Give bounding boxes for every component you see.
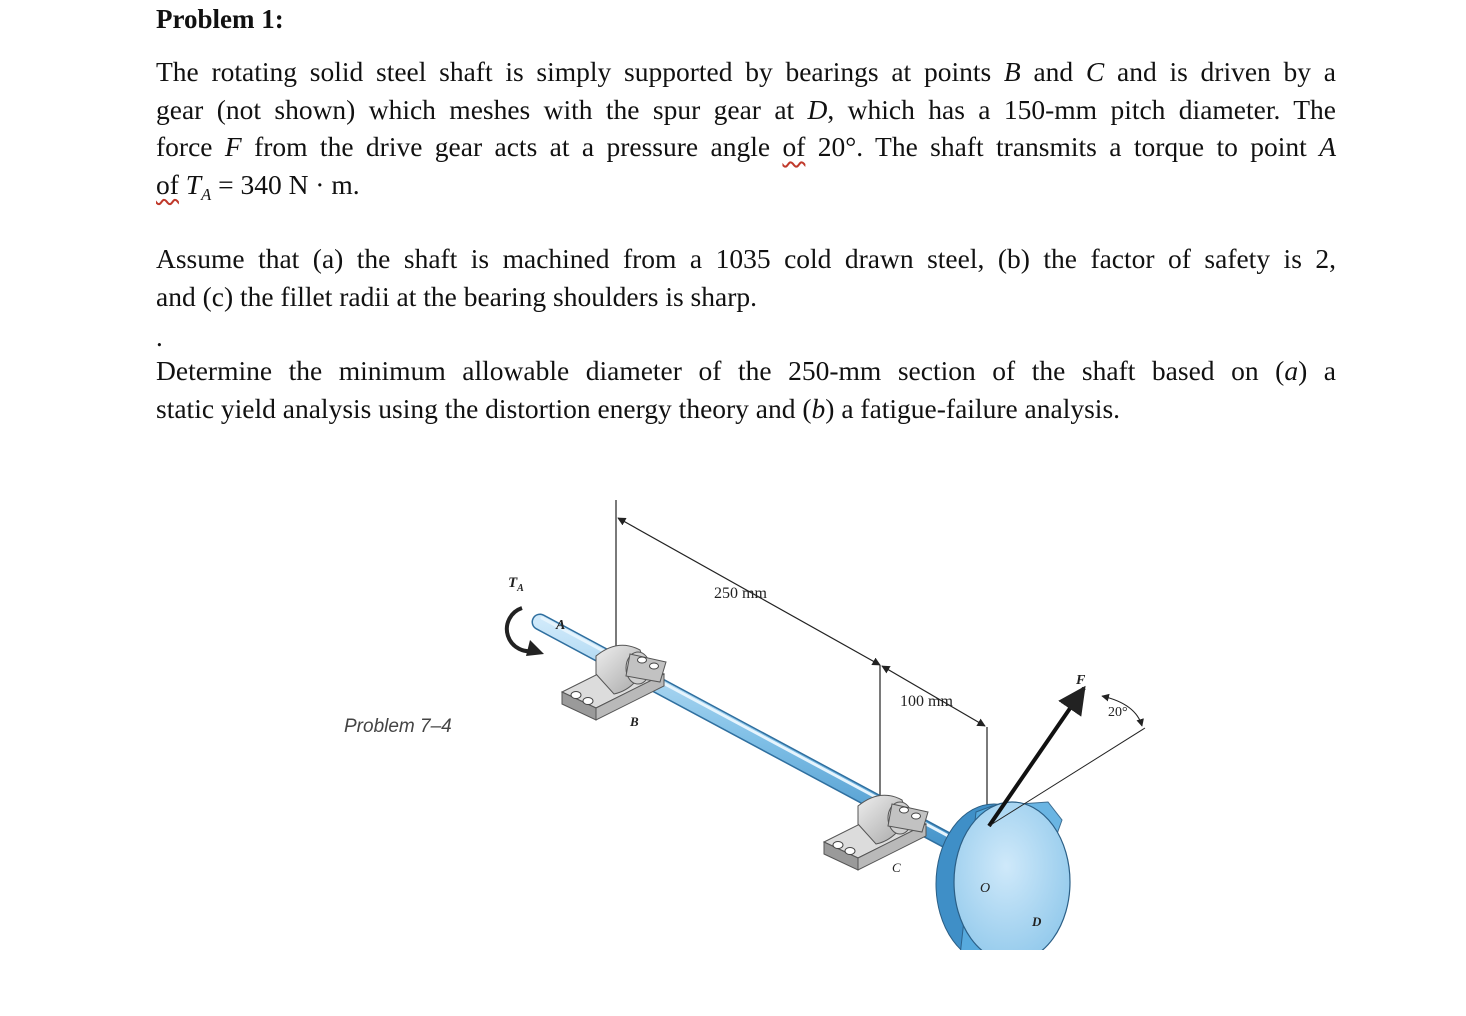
force-label: F bbox=[1076, 673, 1086, 688]
text-run: ) a bbox=[1298, 355, 1336, 386]
figure-caption: Problem 7–4 bbox=[344, 716, 452, 737]
point-a-ref: A bbox=[1319, 131, 1336, 162]
angle-label: 20° bbox=[1108, 705, 1128, 720]
spellcheck-word: of bbox=[156, 168, 179, 200]
text-run: = 340 N · m. bbox=[211, 168, 360, 200]
text-run: gear (not shown) which meshes with the spur gear at bbox=[156, 93, 808, 125]
task-line-1 bbox=[156, 352, 1336, 390]
text-run: , which has a 150-mm pitch diameter. The bbox=[827, 93, 1336, 125]
force-f-ref: F bbox=[224, 131, 242, 162]
text-run: and is driven by a bbox=[1104, 56, 1336, 87]
text-run: force bbox=[156, 131, 225, 162]
shaft-figure bbox=[300, 490, 1180, 950]
angle-reference-line bbox=[989, 728, 1145, 826]
point-b-ref: B bbox=[1003, 56, 1021, 87]
torque-arrowhead bbox=[526, 640, 544, 656]
torque-label-t: T bbox=[508, 575, 518, 591]
dim-label-250: 250 mm bbox=[714, 585, 767, 602]
part-a-ref: a bbox=[1284, 355, 1299, 386]
bearing-b bbox=[562, 645, 666, 720]
point-c-ref: C bbox=[1085, 56, 1105, 87]
task-line-2 bbox=[156, 390, 1336, 428]
text-run bbox=[179, 169, 186, 200]
point-d-label: D bbox=[1032, 914, 1042, 929]
torque-label-sub: A bbox=[517, 583, 524, 594]
statement-line-2 bbox=[156, 91, 1336, 129]
point-b-label: B bbox=[630, 714, 639, 729]
text-run: ) a fatigue-failure analysis. bbox=[825, 392, 1121, 424]
point-a-label: A bbox=[556, 618, 566, 633]
text-run: 20°. The shaft transmits a torque to point bbox=[805, 131, 1320, 162]
statement-line-4 bbox=[156, 166, 1336, 204]
torque-label bbox=[508, 575, 524, 594]
text-run: and bbox=[1020, 56, 1086, 87]
text-run: static yield analysis using the distortion energy theory and ( bbox=[156, 392, 812, 424]
statement-line-1 bbox=[156, 53, 1336, 91]
spellcheck-word: of bbox=[782, 131, 806, 162]
part-b-ref: b bbox=[811, 392, 826, 424]
assumptions-line-1: Assume that (a) the shaft is machined from a 1035 cold drawn steel, (b) the factor of safety is 2, bbox=[156, 243, 1336, 274]
text-run: Determine the minimum allowable diameter of the 250-mm section of the shaft based on ( bbox=[156, 355, 1285, 386]
point-d-ref: D bbox=[807, 93, 828, 125]
problem-statement-paragraph bbox=[156, 53, 1336, 203]
assumptions-line-2: and (c) the fillet radii at the bearing shoulders is sharp. bbox=[156, 280, 757, 312]
torque-symbol: T bbox=[185, 168, 202, 200]
bearing-c bbox=[824, 795, 928, 870]
text-run: from the drive gear acts at a pressure angle bbox=[241, 131, 783, 162]
problem-title: Problem 1: bbox=[156, 4, 284, 34]
stray-period: . bbox=[156, 322, 163, 352]
text-run: The rotating solid steel shaft is simply supported by bearings at points bbox=[156, 56, 1004, 87]
point-o-label: O bbox=[980, 881, 991, 896]
gear-d bbox=[934, 802, 1070, 950]
assumptions-paragraph bbox=[156, 240, 1336, 315]
torque-subscript: A bbox=[201, 184, 212, 204]
dim-label-100: 100 mm bbox=[900, 693, 953, 710]
point-c-label: C bbox=[892, 860, 901, 875]
task-paragraph bbox=[156, 352, 1336, 427]
statement-line-3 bbox=[156, 128, 1336, 166]
